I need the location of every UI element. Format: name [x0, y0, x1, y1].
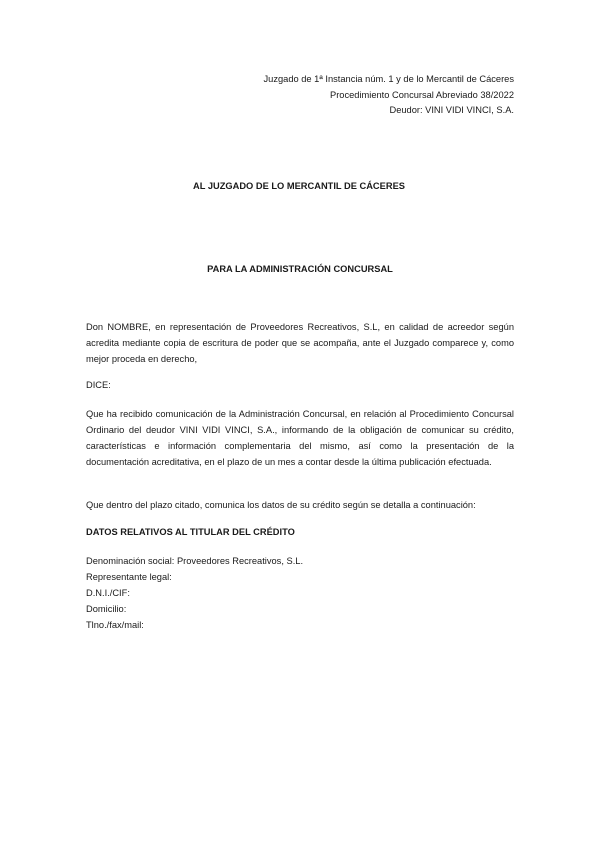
field-tax-id: D.N.I./CIF:	[86, 588, 130, 598]
dice-label: DICE:	[86, 380, 111, 390]
document-header	[264, 72, 514, 119]
notice-paragraph: Que ha recibido comunicación de la Administración Concursal, en relación al Procedimiento Concursal Ordinario del deudor VINI VIDI VINCI, S.A., informando de la obligación de comunicar su crédito, características e información complementaria del mismo, así como la presentación de la documentación acreditativa, en el plazo de un mes a contar desde la última publicación efectuada.	[86, 409, 514, 467]
creditor-fields	[86, 553, 303, 633]
field-contact: Tlno./fax/mail:	[86, 620, 144, 630]
procedure-line: Procedimiento Concursal Abreviado 38/2022	[330, 89, 514, 100]
field-company-name: Denominación social: Proveedores Recreativos, S.L.	[86, 556, 304, 566]
court-line: Juzgado de 1ª Instancia núm. 1 y de lo Mercantil de Cáceres	[263, 74, 514, 84]
debtor-line: Deudor: VINI VIDI VINCI, S.A.	[389, 105, 514, 115]
communication-paragraph: Que dentro del plazo citado, comunica los datos de su crédito según se detalla a continuación:	[86, 500, 476, 510]
court-heading: AL JUZGADO DE LO MERCANTIL DE CÁCERES	[193, 181, 405, 191]
field-address: Domicilio:	[86, 604, 127, 614]
intro-paragraph: Don NOMBRE, en representación de Proveedores Recreativos, S.L, en calidad de acreedor según acredita mediante copia de escritura de poder que se acompaña, ante el Juzgado comparece y, como mejor proceda en derecho,	[86, 322, 514, 364]
field-legal-representative: Representante legal:	[86, 572, 172, 582]
admin-heading: PARA LA ADMINISTRACIÓN CONCURSAL	[207, 264, 393, 274]
creditor-section-title: DATOS RELATIVOS AL TITULAR DEL CRÉDITO	[86, 527, 295, 537]
